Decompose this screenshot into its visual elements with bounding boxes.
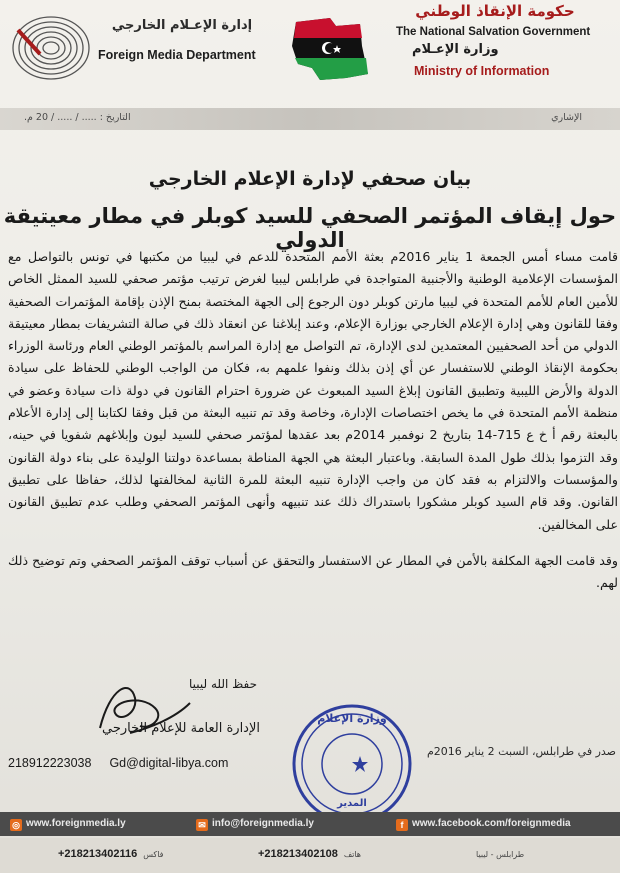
reference-label: الإشاري [551,112,582,123]
footer-facebook-item[interactable] [396,818,571,831]
government-name-arabic: حكومة الإنقاذ الوطني [415,2,575,20]
contact-email: Gd@digital-libya.com [109,756,229,770]
official-stamp-icon [288,700,416,828]
footer-phone-label: هاتف [343,850,362,859]
footer-contact-bar [0,838,620,873]
footer-facebook: www.facebook.com/foreignmedia [412,818,571,829]
footer-phone: +218213402108 [258,848,338,860]
contact-phone: 218912223038 [8,756,92,770]
closing-phrase: حفظ الله ليبيا [188,677,258,691]
libya-flag-map-icon [290,16,370,82]
footer-email: info@foreignmedia.ly [212,818,314,829]
issued-place-date: صدر في طرابلس، السبت 2 يناير 2016م [426,745,616,758]
contact-line [8,756,308,770]
government-name-english: The National Salvation Government [396,26,591,38]
footer-fax-item [58,848,164,860]
department-name-english: Foreign Media Department [98,48,256,62]
footer-email-item[interactable] [196,818,314,831]
ministry-name-english: Ministry of Information [414,64,550,78]
signatory-name: الإدارة العامة للإعلام الخارجي [101,721,260,736]
stamp-bottom-text: المدير [337,798,367,809]
document-title: بيان صحفي لإدارة الإعلام الخارجي [148,168,472,190]
footer-fax-label: فاكس [143,850,164,859]
footer-fax: +218213402116 [58,848,138,860]
letterhead [0,0,620,100]
statement-paragraph-1: قامت مساء أمس الجمعة 1 يناير 2016م بعثة الأمم المتحدة للدعم في ليبيا من مكتبها في تونس بالتواصل مع المؤسسات الإعلامية الوطنية والأجنبية المتواجدة في طرابلس ليبيا لغرض ترتيب مؤتمر صحفي للسيد الممثل الخاص للأمين العام للأمم المتحدة في ليبيا مارتن كوبلر دون الرجوع إلى الجهة المختصة بمنح الإذن بإقامة المؤتمرات الصحفية وفقا للقانون وهي إدارة الإعلام الخارجي بوزارة الإعلام، وعند إبلاغنا عن انعقاد ذلك في صالة التشريفات بمطار معيتيقة الدولي من أحد الصحفيين المعتمدين لدى الإدارة، تم التواصل مع إدارة المراسم بالمؤتمر الوطني العام ورئاسة الوزراء بحكومة الإنقاذ الوطني للاستفسار عن أي إذن بذلك ونفوا علمهم به، فكان من الواجب الوطني للحفاظ على سيادة الدولة والأرض الليبية وتطبيق القانون إبلاغ السيد المبعوث عن ضرورة احترام القانون في دولة ذات سيادة وعضو في منظمة الأمم المتحدة في ما يخص اختصاصات الإدارة، وخاصة وقد تم تنبيه البعثة من قبل وفقا لكتابنا إلى إدارة الأعلام بالبعثة رقم أ خ ع 715-14 بتاريخ 2 نوفمبر 2014م بعد عقدها لمؤتمر صحفي للسيد ليون وإبلاغهم شفويا في حينه، وقد التزموا بذلك طول المدة السابقة. وباعتبار البعثة هي الجهة المناطة بمساعدة دولتنا الوليدة على بناء دولة القانون والمؤسسات والالتزام به فقد كان من واجب الإدارة تنبيه البعثة للمرة الثانية لمخالفتها لذلك، حفاظا على تطبيق القانون. وقد قام السيد كوبلر مشكورا باستدراك ذلك عند تنبيهه وأنهى المؤتمر الصحفي وطلب عدم تطبيق القانون على المخالفين. [8,249,618,532]
globe-icon: ◎ [10,819,22,831]
footer-website-item[interactable] [10,818,126,831]
ministry-name-arabic: وزارة الإعـلام [412,42,499,57]
handwritten-signature-icon [80,668,200,748]
document-subtitle: حول إيقاف المؤتمر الصحفي للسيد كوبلر في مطار معيتيقة الدولي [3,204,617,252]
stamp-top-text: وزارة الإعلام [317,712,387,725]
fingerprint-logo-icon [10,10,92,82]
statement-body [8,246,618,596]
footer-links-bar [0,812,620,836]
statement-paragraph-2: وقد قامت الجهة المكلفة بالأمن في المطار عن الاستفسار والتحقق عن أسباب توقف المؤتمر الصحفي وتم توضيح ذلك لهم. [8,552,618,591]
department-name-arabic: إدارة الإعـلام الخارجي [111,18,253,33]
facebook-icon: f [396,819,408,831]
footer-address: طرابلس - ليبيا [476,850,525,859]
mail-icon: ✉ [196,819,208,831]
reference-date-bar [0,108,620,130]
footer-phone-item [258,848,361,860]
date-label: التاريخ : ..... / ..... / 20 م. [24,112,131,123]
side-watermark [0,560,18,650]
footer-address-item [470,848,524,860]
footer-website: www.foreignmedia.ly [26,818,126,829]
